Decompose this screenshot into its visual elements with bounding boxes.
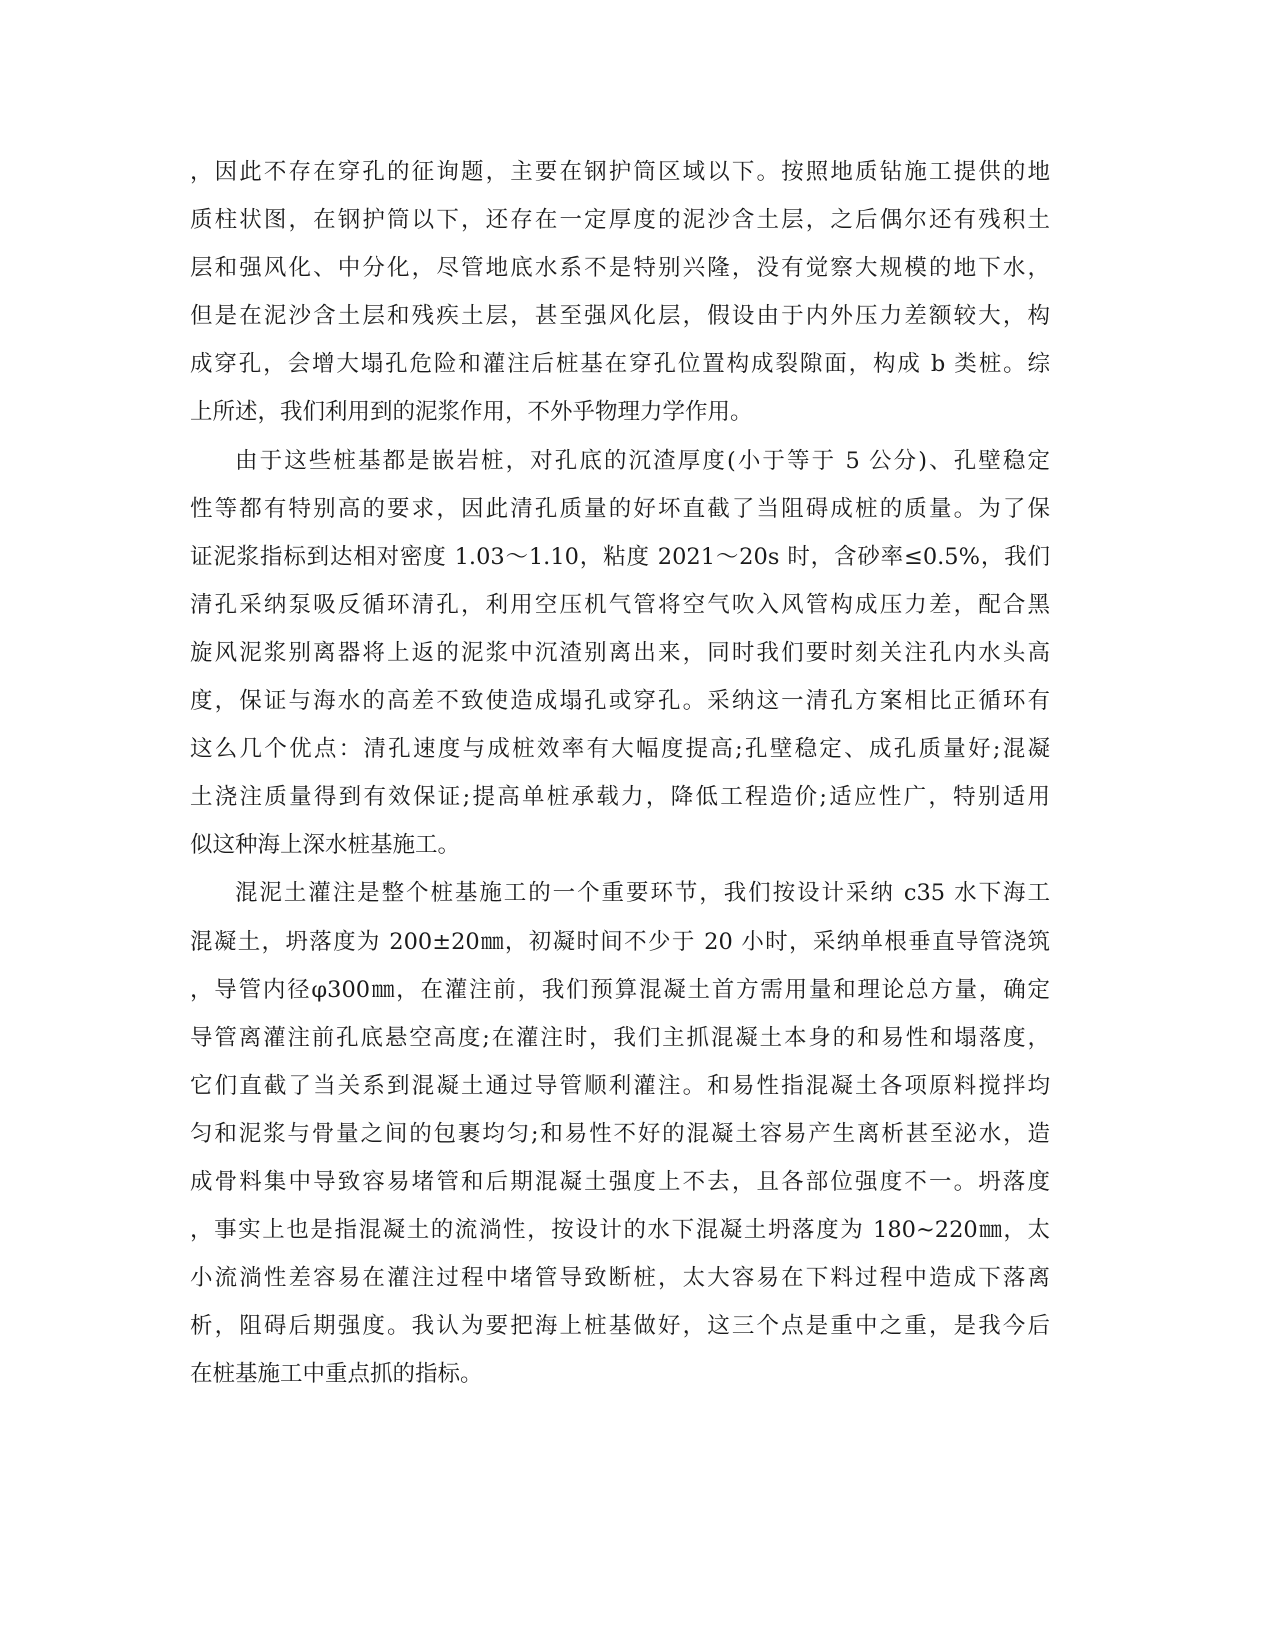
text-line: 上所述，我们利用到的泥浆作用，不外乎物理力学作用。 [190, 399, 753, 426]
body-text [190, 148, 1050, 1398]
paragraph-2 [190, 437, 1050, 870]
text-line: 层和强风化、中分化，尽管地底水系不是特别兴隆，没有觉察大规模的地下水， [190, 255, 1050, 282]
text-line: 证泥浆指标到达相对密度 1.03～1.10，粘度 2021～20s 时，含砂率≤0.5%，我们 [190, 543, 1050, 570]
text-line: 析，阻碍后期强度。我认为要把海上桩基做好，这三个点是重中之重，是我今后 [190, 1313, 1050, 1340]
text-line: 清孔采纳泵吸反循环清孔，利用空压机气管将空气吹入风管构成压力差，配合黑 [190, 591, 1050, 618]
text-line: 似这种海上深水桩基施工。 [190, 832, 461, 859]
text-line: ，事实上也是指混凝土的流淌性，按设计的水下混凝土坍落度为 180~220㎜，太 [190, 1217, 1050, 1244]
paragraph-3 [190, 869, 1050, 1398]
text-line: 匀和泥浆与骨量之间的包裹均匀;和易性不好的混凝土容易产生离析甚至泌水，造 [190, 1120, 1050, 1147]
text-line: 混凝土，坍落度为 200±20㎜，初凝时间不少于 20 小时，采纳单根垂直导管浇筑 [190, 928, 1050, 955]
text-line: 性等都有特别高的要求，因此清孔质量的好坏直截了当阻碍成桩的质量。为了保 [190, 495, 1050, 522]
text-line: 成穿孔，会增大塌孔危险和灌注后桩基在穿孔位置构成裂隙面，构成 b 类桩。综 [190, 351, 1050, 378]
text-line: 混泥土灌注是整个桩基施工的一个重要环节，我们按设计采纳 c35 水下海工 [235, 880, 1050, 907]
text-line: ，导管内径φ300㎜，在灌注前，我们预算混凝土首方需用量和理论总方量，确定 [190, 976, 1050, 1003]
text-line: 小流淌性差容易在灌注过程中堵管导致断桩，太大容易在下料过程中造成下落离 [190, 1265, 1050, 1292]
text-line: 土浇注质量得到有效保证;提高单桩承载力，降低工程造价;适应性广，特别适用 [190, 784, 1050, 811]
text-line: 在桩基施工中重点抓的指标。 [190, 1361, 483, 1388]
text-line: 度，保证与海水的高差不致使造成塌孔或穿孔。采纳这一清孔方案相比正循环有 [190, 688, 1050, 715]
text-line: 这么几个优点：清孔速度与成桩效率有大幅度提高;孔壁稳定、成孔质量好;混凝 [190, 736, 1050, 763]
text-line: 质柱状图，在钢护筒以下，还存在一定厚度的泥沙含土层，之后偶尔还有残积土 [190, 207, 1050, 234]
text-line: 但是在泥沙含土层和残疾土层，甚至强风化层，假设由于内外压力差额较大，构 [190, 303, 1050, 330]
text-line: 它们直截了当关系到混凝土通过导管顺利灌注。和易性指混凝土各项原料搅拌均 [190, 1072, 1050, 1099]
text-line: 成骨料集中导致容易堵管和后期混凝土强度上不去，且各部位强度不一。坍落度 [190, 1168, 1050, 1195]
text-line: ，因此不存在穿孔的征询题，主要在钢护筒区域以下。按照地质钻施工提供的地 [190, 159, 1050, 185]
text-line: 导管离灌注前孔底悬空高度;在灌注时，我们主抓混凝土本身的和易性和塌落度， [190, 1024, 1050, 1051]
paragraph-1 [190, 148, 1050, 437]
text-line: 由于这些桩基都是嵌岩桩，对孔底的沉渣厚度(小于等于 5 公分)、孔壁稳定 [235, 447, 1050, 474]
text-line: 旋风泥浆别离器将上返的泥浆中沉渣别离出来，同时我们要时刻关注孔内水头高 [190, 639, 1050, 666]
